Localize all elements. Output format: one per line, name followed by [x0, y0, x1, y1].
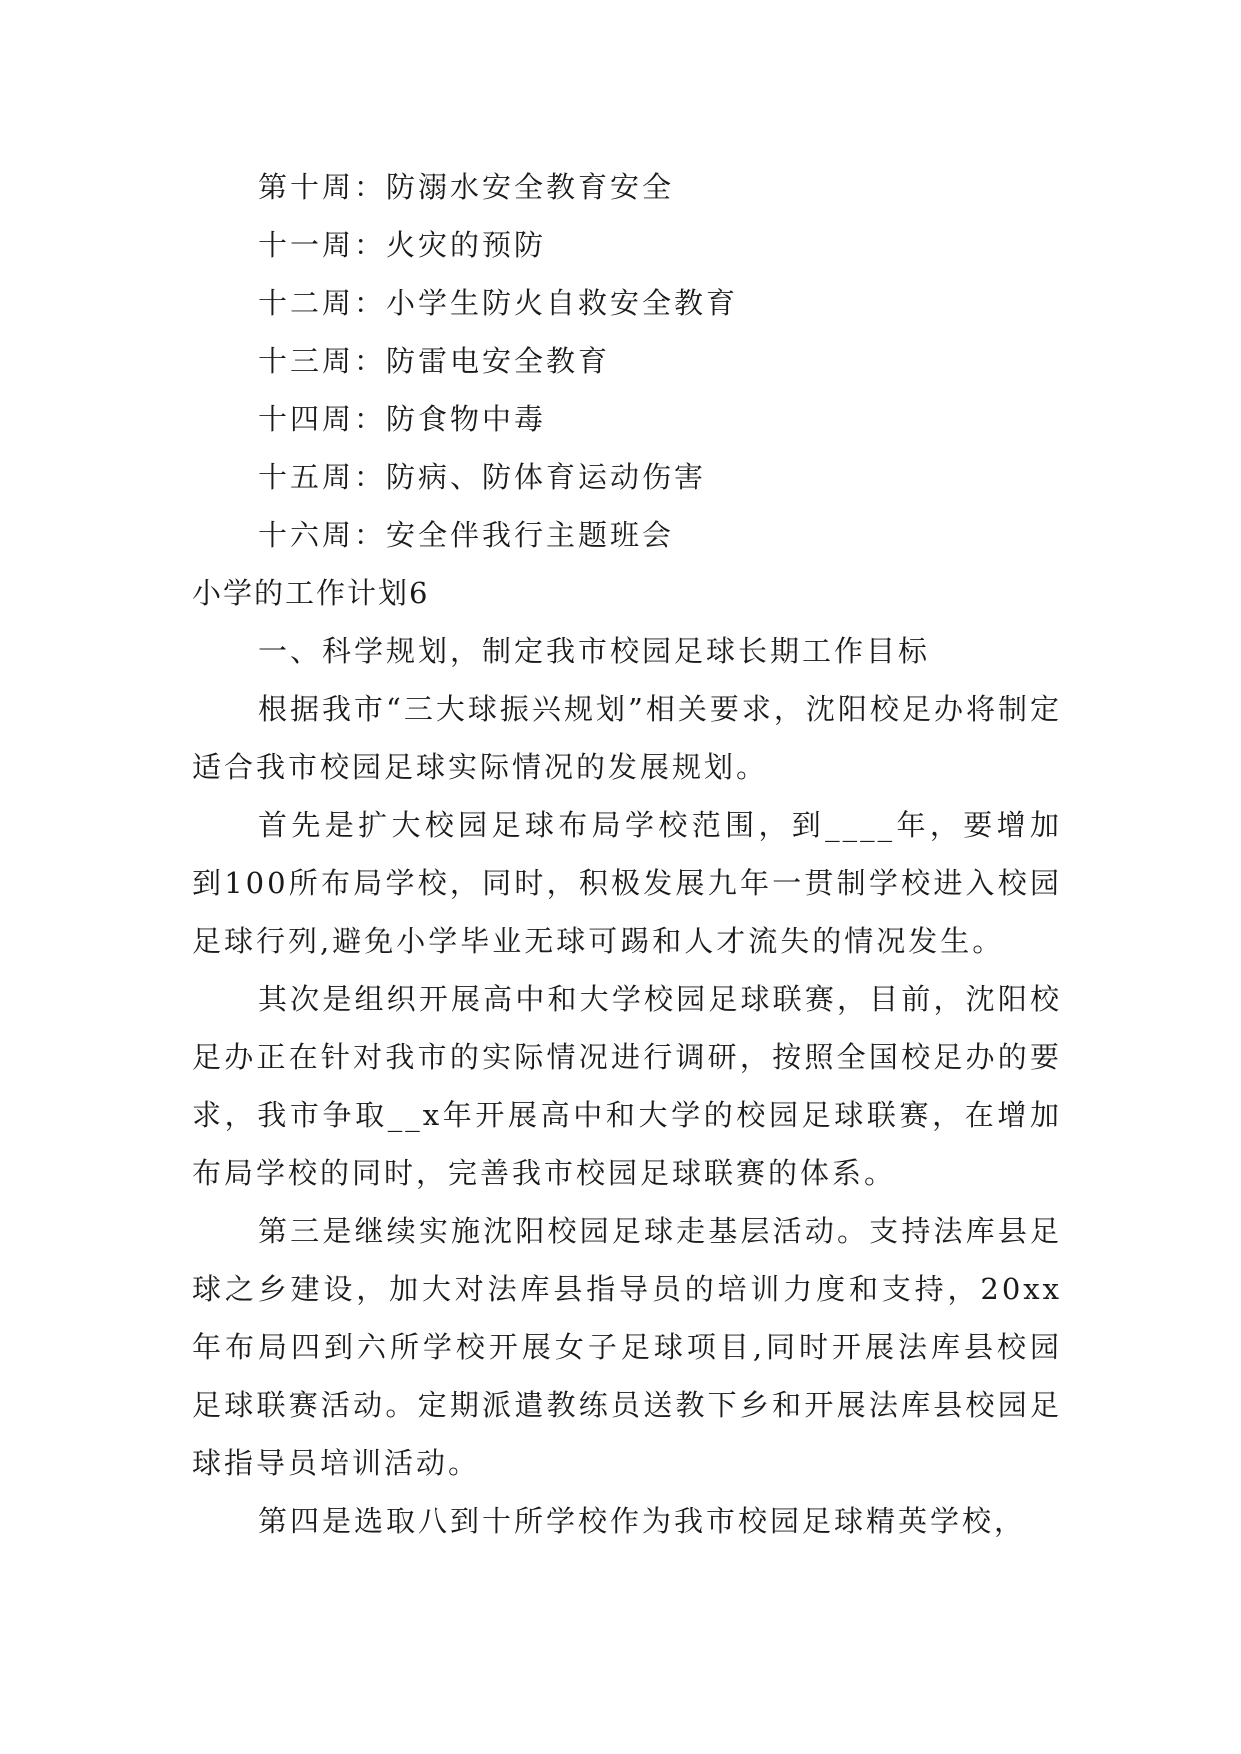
paragraph: 根据我市“三大球振兴规划”相关要求，沈阳校足办将制定适合我市校园足球实际情况的发展规划。 [192, 692, 1062, 784]
section-heading: 一、科学规划，制定我市校园足球长期工作目标 [258, 634, 931, 668]
week-item: 十三周：防雷电安全教育 [258, 344, 611, 378]
week-item: 十一周：火灾的预防 [258, 228, 547, 262]
week-item: 十五周：防病、防体育运动伤害 [258, 460, 707, 494]
week-item: 第十周：防溺水安全教育安全 [258, 170, 675, 204]
week-item: 十二周：小学生防火自救安全教育 [258, 286, 739, 320]
paragraph: 第三是继续实施沈阳校园足球走基层活动。支持法库县足球之乡建设，加大对法库县指导员的培训力度和支持，20xx年布局四到六所学校开展女子足球项目,同时开展法库县校园足球联赛活动。定期派遣教练员送教下乡和开展法库县校园足球指导员培训活动。 [192, 1214, 1062, 1480]
paragraph: 首先是扩大校园足球布局学校范围，到____年，要增加到100所布局学校，同时，积极发展九年一贯制学校进入校园足球行列,避免小学毕业无球可踢和人才流失的情况发生。 [192, 808, 1062, 958]
section-title: 小学的工作计划6 [192, 576, 430, 610]
document-body [192, 158, 1062, 1550]
paragraph: 第四是选取八到十所学校作为我市校园足球精英学校， [258, 1504, 1027, 1538]
week-item: 十四周：防食物中毒 [258, 402, 547, 436]
week-item: 十六周：安全伴我行主题班会 [258, 518, 675, 552]
paragraph: 其次是组织开展高中和大学校园足球联赛，目前，沈阳校足办正在针对我市的实际情况进行调研，按照全国校足办的要求，我市争取__x年开展高中和大学的校园足球联赛，在增加布局学校的同时，完善我市校园足球联赛的体系。 [192, 982, 1062, 1190]
